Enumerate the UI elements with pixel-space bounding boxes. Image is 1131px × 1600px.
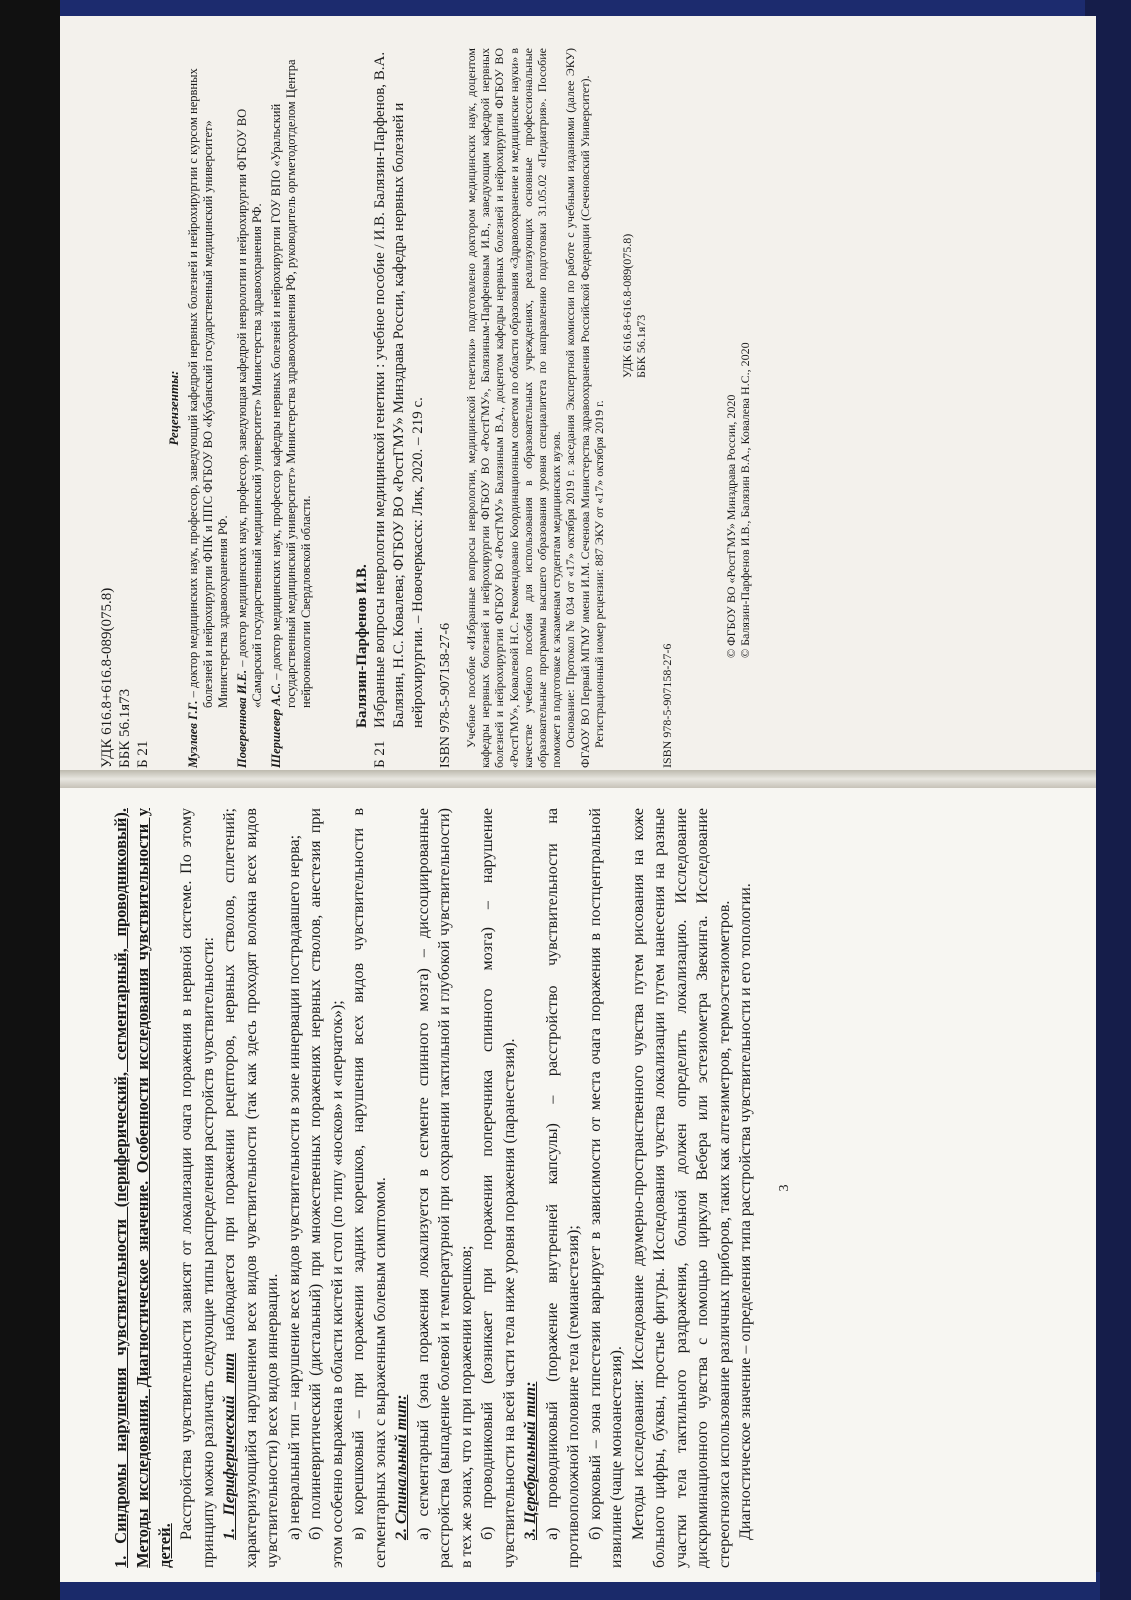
page-number: 3 — [776, 1184, 792, 1192]
bbk-code: ББК 56.1я73 — [117, 688, 133, 768]
methods-paragraph: Методы исследования: Исследование двумерно-пространственного чувства путем рисования на коже больного цифры, буквы, простые фигуры. Исследования чувства локализации путем нанесения на разные участки тела тактильного раздражения, больной должен определить локализацию. Исследование дискриминационного чувства с помощью циркуля Вебера или эстезиометра Звекинга. Исследование стереогнозиса использование различных приборов, таких как алтезиметров, термоэстезиометров. — [629, 808, 733, 1568]
reviewer-entry: Шершевер А.С. – доктор медицинских наук, профессор кафедры нервных болезней и нейрохирургии ГОУ ВПО «Уральский государственный медицинский университет» Министерства здравоохранения РФ, руководитель оргметодотделом Центра нейроонкологии Свердловской области. — [269, 59, 313, 768]
isbn-bottom: ISBN 978-5-907158-27-6 — [660, 643, 675, 768]
cerebral-conductive-type: а) проводниковый (поражение внутренней капсулы) – расстройство чувствительности на противоположной половине тела (гемианестезия); — [543, 808, 582, 1568]
udk-code: УДК 616.8+616.8-089(075.8) — [99, 587, 115, 768]
peripheral-type: 1. Периферический тип наблюдается при поражении рецепторов, нервных стволов, сплетений; характеризующийся нарушением всех видов чувствительности (так как здесь проходят волокна всех видов чувствительности) всех видов иннервации. — [221, 807, 281, 1568]
neural-type: а) невральный тип – нарушение всех видов чувствительности в зоне иннервации пострадавшего нерва; — [285, 834, 303, 1540]
basis: Основание: Протокол № 034 от «17» октября 2019 г. заседания Экспертной комиссии по работе с учебными изданиями (далее ЭКУ) ФГАОУ ВО Первый МГМУ имени И.М. Сеченова Министерства здравоохранения Российской Федерации (Сеченовский Университет). — [563, 48, 592, 768]
reviewer-entry: Музлаев Г.Г. – доктор медицинских наук, профессор, заведующий кафедрой нервных болезней и нейрохирургии с курсом нервных болезней и нейрохирургии ФПК и ППС ФГБОУ ВО «Кубанский государственный медицинский университет» Министерства здравоохранения РФ. — [186, 68, 230, 768]
segmental-type: а) сегментарный (зона поражения локализуется в сегменте спинного мозга) – диссоциированные расстройства (выпадение болевой и температурной при сохранении тактильной и глубокой чувствительности) в тех же зонах, что и при поражении корешков; — [414, 808, 475, 1568]
review-registration: Регистрационный номер рецензии: 887 ЭКУ от «17» октября 2019 г. — [591, 400, 606, 748]
cortical-type: б) корковый – зона гипестезии варьирует в зависимости от места очага поражения в постцентральной извилине (чаще моноанестезия). — [586, 808, 625, 1568]
udk-bottom: УДК 616.8+616.8-089(075.8) ББК 56.1я73 — [620, 233, 649, 378]
spinal-conductive-type: б) проводниковый (возникает при поражении поперечника спинного мозга) – нарушение чувствительности на всей части тела ниже уровня поражения (паранестезия). — [479, 808, 518, 1568]
spinal-type-title: 2. Спинальный тип: — [393, 1394, 410, 1540]
cerebral-type-title: 3. Церебральный тип: — [522, 1381, 539, 1540]
reviewer-entry: Повереннова И.Е. – доктор медицинских наук, профессор, заведующая кафедрой неврологии и нейрохирургии ФГБОУ ВО «Самарский государственный медицинский университет» Министерства здравоохранения РФ. — [235, 108, 264, 768]
book-spine — [60, 770, 1096, 788]
imprint-content — [88, 48, 1088, 768]
intro-paragraph: Расстройства чувствительности зависят от локализации очага поражения в нервной системе. По этому принципу можно различать следующие типы распределения расстройств чувствительности: — [178, 808, 217, 1568]
page-3-content — [110, 808, 1080, 1568]
author-code: Б 21 — [135, 740, 151, 768]
udk-block — [98, 48, 152, 768]
author-heading: Балязин-Парфенов И.В. — [354, 564, 370, 728]
radicular-type: в) корешковый – при поражении задних корешков, нарушения всех видов чувствительности в сегментарных зонах с выраженным болевым симптомом. — [350, 808, 389, 1568]
diagnostic-paragraph: Диагностическое значение – определения типа расстройства чувствительности и его топологии. — [737, 883, 754, 1540]
copyright: © ФГБОУ ВО «РостГМУ» Минздрава России, 2020 © Балязин-Парфенов И.В., Балязин В.А., Ковалева Н.С., 2020 — [724, 342, 753, 658]
isbn-udk-row — [620, 48, 700, 768]
bibliographic-record: Б 21 Избранные вопросы неврологии медицинской генетики : учебное пособие / И.В. Балязин-Парфенов, В.А. Балязин, Н.С. Ковалева; ФГБОУ ВО «РостГМУ» Минздрава России, кафедра нервных болезней и нейрохирургии. – Новочеркасск: Лик, 2020. – 219 с. — [372, 51, 426, 768]
annotation: Учебное пособие «Избранные вопросы неврологии, медицинской генетики» подготовлено доктором медицинских наук, доцентом кафедры нервных болезней и нейрохирургии ФГБОУ ВО «РостГМУ», Балязиным-Парфеновым И.В., заведующим кафедрой нервных болезней и нейрохирургии ФГБОУ ВО «РостГМУ» Балязиным В.А., доцентом кафедры нервных болезней и нейрохирургии ФГБОУ ВО «РостГМУ», Ковалевой Н.С. Рекомендовано Координационным советом по области образования «Здравоохранение и медицинские науки» в качестве учебного пособия для использования в образовательных учреждениях, реализующих основные профессиональные образовательные программы высшего образования уровня специалитета по направлению подготовки 31.05.02 «Педиатрия». Пособие поможет в подготовке к экзаменам студентам медицинских вузов. — [464, 48, 564, 768]
section-heading: 1. Синдромы нарушения чувствительности (периферический, сегментарный, проводниковый). Методы исследования. Диагностическое значение. Особенности исследования чувствительности у детей. — [111, 808, 174, 1568]
isbn-top: ISBN 978-5-907158-27-6 — [438, 622, 453, 768]
polyneuritic-type: б) полиневритический (дистальный) при множественных поражениях нервных стволов, анестезия при этом особенно выражена в области кистей и стоп (по типу «носков» и «перчаток»); — [307, 808, 346, 1568]
reviewers-title: Рецензенты: — [166, 370, 181, 446]
